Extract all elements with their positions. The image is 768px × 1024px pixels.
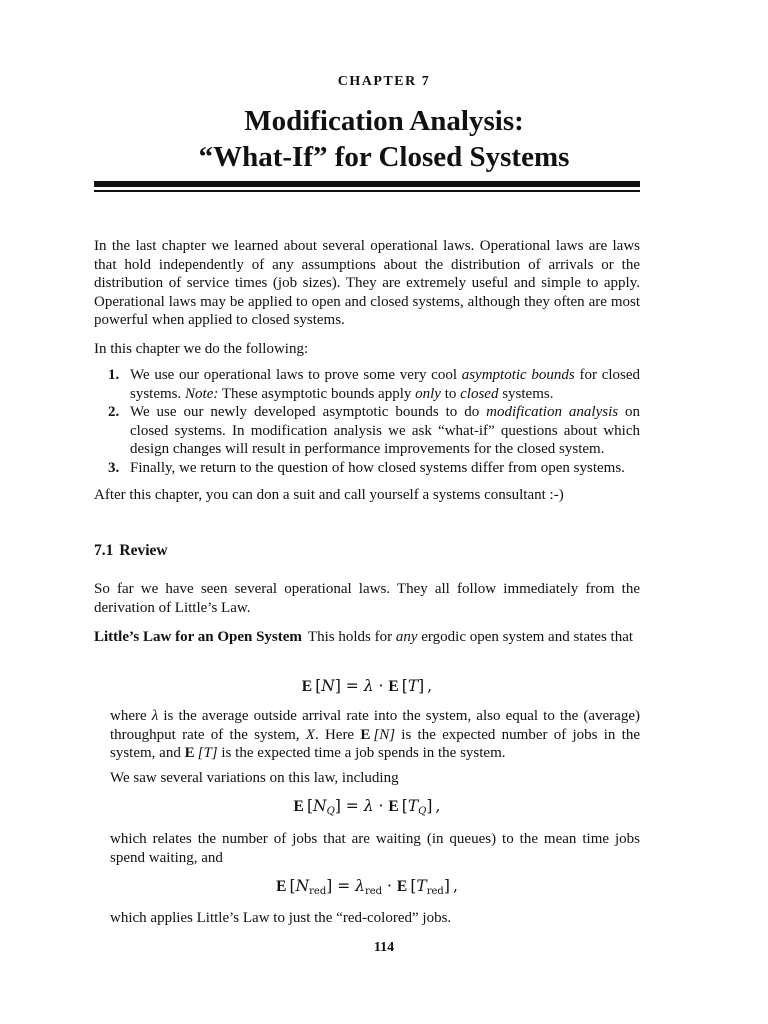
- math-lambda: λ: [151, 708, 159, 724]
- relates-paragraph: which relates the number of jobs that are waiting (in queues) to the mean time jobs spend waiting, and: [110, 831, 640, 866]
- goal-text: for closed systems.: [130, 367, 641, 402]
- section-title: Review: [119, 542, 168, 559]
- goal-text: on closed systems. In modification analysis we ask “what-if” questions about which design changes will result in performance improvements for the closed system.: [130, 404, 641, 458]
- math-t: [T]: [197, 745, 218, 762]
- goal-number: 2.: [108, 404, 120, 421]
- variations-paragraph: We saw several variations on this law, including: [110, 770, 399, 786]
- chapter-title-line-2: “What-If” for Closed Systems: [198, 141, 570, 173]
- review-paragraph: So far we have seen several operational laws. They all follow immediately from the derivation of Little’s Law.: [94, 581, 640, 616]
- goal-text: We use our newly developed asymptotic bounds to do: [130, 404, 487, 421]
- goal-emphasis: modification analysis: [486, 404, 619, 421]
- law-text: ergodic open system and states that: [417, 629, 634, 645]
- law-name: Little’s Law for an Open System: [94, 629, 302, 645]
- law-text: is the expected number of jobs in the system, and: [110, 726, 640, 762]
- goal-number: 3.: [108, 459, 120, 476]
- goal-emphasis: asymptotic bounds: [461, 367, 575, 383]
- goal-text: systems.: [498, 385, 554, 402]
- where-paragraph: [110, 707, 640, 763]
- law-text: is the average outside arrival rate into the system, also equal to the (average) throughput rate of the system,: [110, 708, 640, 743]
- math-n: [N]: [373, 726, 396, 743]
- goal-emphasis: only: [415, 385, 441, 402]
- goal-text: We use our operational laws to prove some very cool: [130, 367, 462, 383]
- equation-queue-variant: E [NQ] = λ · E [TQ] ,: [293, 797, 441, 817]
- goal-item: [94, 459, 640, 478]
- law-text: . Here: [314, 726, 361, 743]
- chapter-goals-lead: In this chapter we do the following:: [94, 341, 309, 357]
- title-rule-thick: [94, 181, 640, 187]
- equation-red-variant: E $[N_{red}] = \lambda_{red} \cdot E$ $[T_{red}]$ ,: [276, 877, 458, 897]
- goal-emphasis: closed: [460, 385, 499, 402]
- goal-emphasis: Note:: [185, 385, 219, 402]
- goal-text: Finally, we return to the question of how closed systems differ from open systems.: [130, 459, 625, 476]
- goal-text: to: [440, 385, 461, 402]
- applies-paragraph: which applies Little’s Law to just the “red-colored” jobs.: [110, 910, 452, 926]
- math-x: X: [305, 726, 315, 743]
- law-lead: [94, 628, 640, 647]
- title-rule-thin: [94, 190, 640, 192]
- equation-littles-law: E [N] = λ · E [T] ,: [301, 677, 433, 695]
- page-number: 114: [373, 940, 395, 955]
- intro-paragraph: In the last chapter we learned about several operational laws. Operational laws are laws that hold independently of any assumptions about the distribution of arrivals or the distribution of service times (job sizes). They are extremely useful and simple to apply. Operational laws may be applied to open and closed systems, although they often are most powerful when applied to closed systems.: [94, 238, 640, 329]
- chapter-title-line-1: Modification Analysis:: [244, 105, 524, 137]
- law-definition: [94, 628, 640, 647]
- chapter-label: CHAPTER 7: [337, 74, 431, 89]
- math-expectation: E: [360, 726, 371, 743]
- chapter-goals-list: [94, 366, 640, 478]
- goal-number: 1.: [108, 367, 120, 383]
- law-text: is the expected time a job spends in the system.: [217, 745, 506, 762]
- section-number: 7.1: [94, 542, 114, 559]
- outro-paragraph: After this chapter, you can don a suit and call yourself a systems consultant :-): [94, 487, 564, 503]
- goal-text: These asymptotic bounds apply: [218, 385, 416, 402]
- law-emphasis: any: [395, 629, 418, 645]
- math-expectation: E: [184, 745, 195, 762]
- law-text: This holds for: [307, 629, 396, 645]
- chapter-title: [0, 103, 768, 175]
- section-heading: [94, 542, 168, 560]
- law-text: where: [110, 708, 152, 724]
- goal-item: [94, 366, 640, 403]
- goal-item: [94, 403, 640, 459]
